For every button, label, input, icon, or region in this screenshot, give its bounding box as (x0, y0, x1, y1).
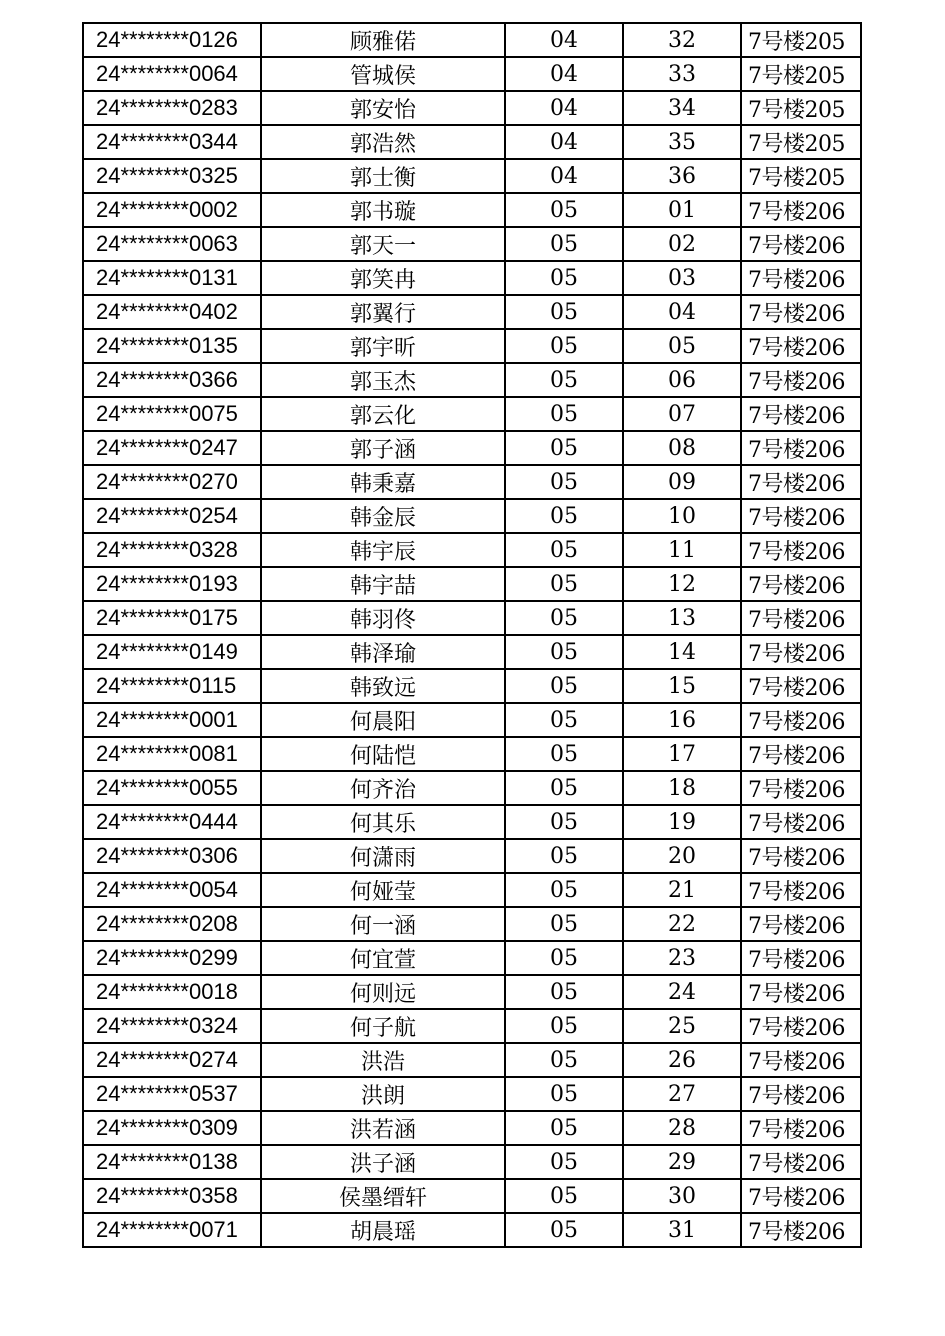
table-row (83, 499, 861, 533)
student-name-cell: 郭笑冉 (261, 261, 505, 295)
exam-id-cell: 24********0018 (83, 975, 261, 1009)
class-number-cell: 05 (505, 907, 623, 941)
exam-id-cell: 24********0138 (83, 1145, 261, 1179)
student-name-cell: 郭浩然 (261, 125, 505, 159)
seat-number-cell: 03 (623, 261, 741, 295)
class-number-cell: 05 (505, 703, 623, 737)
exam-room-cell: 7号楼205 (741, 57, 861, 91)
exam-id-cell: 24********0325 (83, 159, 261, 193)
table-row (83, 363, 861, 397)
table-row (83, 329, 861, 363)
table-row (83, 635, 861, 669)
class-number-cell: 05 (505, 1213, 623, 1247)
exam-id-cell: 24********0115 (83, 669, 261, 703)
table-row (83, 1213, 861, 1247)
student-name-cell: 洪朗 (261, 1077, 505, 1111)
student-name-cell: 侯墨缙轩 (261, 1179, 505, 1213)
exam-id-cell: 24********0270 (83, 465, 261, 499)
table-row (83, 703, 861, 737)
exam-room-cell: 7号楼206 (741, 635, 861, 669)
table-row (83, 193, 861, 227)
class-number-cell: 05 (505, 1043, 623, 1077)
exam-room-cell: 7号楼206 (741, 1179, 861, 1213)
seat-number-cell: 21 (623, 873, 741, 907)
exam-room-cell: 7号楼206 (741, 567, 861, 601)
exam-id-cell: 24********0247 (83, 431, 261, 465)
table-row (83, 805, 861, 839)
exam-room-cell: 7号楼205 (741, 23, 861, 57)
class-number-cell: 05 (505, 975, 623, 1009)
table-row (83, 57, 861, 91)
exam-room-cell: 7号楼205 (741, 159, 861, 193)
table-row (83, 23, 861, 57)
exam-id-cell: 24********0064 (83, 57, 261, 91)
class-number-cell: 05 (505, 431, 623, 465)
seat-number-cell: 16 (623, 703, 741, 737)
table-row (83, 533, 861, 567)
student-name-cell: 郭玉杰 (261, 363, 505, 397)
student-name-cell: 何潇雨 (261, 839, 505, 873)
exam-room-cell: 7号楼206 (741, 533, 861, 567)
class-number-cell: 05 (505, 1145, 623, 1179)
seat-number-cell: 17 (623, 737, 741, 771)
exam-id-cell: 24********0402 (83, 295, 261, 329)
student-name-cell: 何齐治 (261, 771, 505, 805)
student-name-cell: 韩羽佟 (261, 601, 505, 635)
exam-room-cell: 7号楼205 (741, 91, 861, 125)
class-number-cell: 05 (505, 601, 623, 635)
exam-id-cell: 24********0126 (83, 23, 261, 57)
seat-number-cell: 26 (623, 1043, 741, 1077)
student-name-cell: 何一涵 (261, 907, 505, 941)
table-row (83, 567, 861, 601)
class-number-cell: 05 (505, 397, 623, 431)
student-name-cell: 管城侯 (261, 57, 505, 91)
exam-id-cell: 24********0002 (83, 193, 261, 227)
student-name-cell: 洪子涵 (261, 1145, 505, 1179)
seat-number-cell: 22 (623, 907, 741, 941)
student-name-cell: 洪若涵 (261, 1111, 505, 1145)
class-number-cell: 05 (505, 635, 623, 669)
table-row (83, 1009, 861, 1043)
seat-number-cell: 24 (623, 975, 741, 1009)
student-name-cell: 郭子涵 (261, 431, 505, 465)
exam-room-cell: 7号楼206 (741, 873, 861, 907)
class-number-cell: 05 (505, 329, 623, 363)
seat-number-cell: 32 (623, 23, 741, 57)
table-row (83, 431, 861, 465)
exam-id-cell: 24********0075 (83, 397, 261, 431)
exam-room-cell: 7号楼206 (741, 1077, 861, 1111)
exam-id-cell: 24********0444 (83, 805, 261, 839)
seating-table (82, 22, 862, 1248)
exam-room-cell: 7号楼206 (741, 261, 861, 295)
seat-number-cell: 12 (623, 567, 741, 601)
seat-number-cell: 20 (623, 839, 741, 873)
student-name-cell: 郭天一 (261, 227, 505, 261)
student-name-cell: 胡晨瑶 (261, 1213, 505, 1247)
class-number-cell: 04 (505, 91, 623, 125)
class-number-cell: 05 (505, 839, 623, 873)
exam-id-cell: 24********0299 (83, 941, 261, 975)
table-row (83, 1145, 861, 1179)
table-row (83, 91, 861, 125)
student-name-cell: 何娅莹 (261, 873, 505, 907)
exam-id-cell: 24********0055 (83, 771, 261, 805)
exam-room-cell: 7号楼206 (741, 227, 861, 261)
table-row (83, 975, 861, 1009)
student-name-cell: 郭书璇 (261, 193, 505, 227)
seat-number-cell: 08 (623, 431, 741, 465)
seat-number-cell: 33 (623, 57, 741, 91)
exam-room-cell: 7号楼205 (741, 125, 861, 159)
table-row (83, 465, 861, 499)
exam-room-cell: 7号楼206 (741, 771, 861, 805)
seat-number-cell: 36 (623, 159, 741, 193)
class-number-cell: 05 (505, 465, 623, 499)
table-row (83, 771, 861, 805)
exam-id-cell: 24********0283 (83, 91, 261, 125)
exam-room-cell: 7号楼206 (741, 975, 861, 1009)
table-row (83, 227, 861, 261)
class-number-cell: 05 (505, 567, 623, 601)
student-name-cell: 郭云化 (261, 397, 505, 431)
exam-room-cell: 7号楼206 (741, 329, 861, 363)
exam-id-cell: 24********0254 (83, 499, 261, 533)
exam-id-cell: 24********0054 (83, 873, 261, 907)
exam-id-cell: 24********0324 (83, 1009, 261, 1043)
seat-number-cell: 18 (623, 771, 741, 805)
seat-number-cell: 07 (623, 397, 741, 431)
exam-room-cell: 7号楼206 (741, 907, 861, 941)
student-name-cell: 何则远 (261, 975, 505, 1009)
seat-number-cell: 14 (623, 635, 741, 669)
exam-room-cell: 7号楼206 (741, 397, 861, 431)
exam-id-cell: 24********0358 (83, 1179, 261, 1213)
class-number-cell: 05 (505, 533, 623, 567)
exam-id-cell: 24********0537 (83, 1077, 261, 1111)
seat-number-cell: 09 (623, 465, 741, 499)
table-row (83, 907, 861, 941)
seat-number-cell: 19 (623, 805, 741, 839)
student-name-cell: 郭翼行 (261, 295, 505, 329)
exam-room-cell: 7号楼206 (741, 363, 861, 397)
exam-room-cell: 7号楼206 (741, 601, 861, 635)
class-number-cell: 05 (505, 1009, 623, 1043)
student-name-cell: 何陆恺 (261, 737, 505, 771)
seat-number-cell: 10 (623, 499, 741, 533)
seat-number-cell: 35 (623, 125, 741, 159)
student-name-cell: 顾雅偌 (261, 23, 505, 57)
table-row (83, 295, 861, 329)
table-row (83, 601, 861, 635)
student-name-cell: 郭士衡 (261, 159, 505, 193)
seat-number-cell: 02 (623, 227, 741, 261)
exam-id-cell: 24********0344 (83, 125, 261, 159)
seat-number-cell: 05 (623, 329, 741, 363)
seat-number-cell: 29 (623, 1145, 741, 1179)
exam-room-cell: 7号楼206 (741, 465, 861, 499)
exam-room-cell: 7号楼206 (741, 1043, 861, 1077)
class-number-cell: 05 (505, 669, 623, 703)
class-number-cell: 05 (505, 941, 623, 975)
class-number-cell: 04 (505, 159, 623, 193)
exam-id-cell: 24********0306 (83, 839, 261, 873)
student-name-cell: 洪浩 (261, 1043, 505, 1077)
seat-number-cell: 04 (623, 295, 741, 329)
class-number-cell: 05 (505, 1111, 623, 1145)
seat-number-cell: 13 (623, 601, 741, 635)
exam-id-cell: 24********0149 (83, 635, 261, 669)
exam-id-cell: 24********0309 (83, 1111, 261, 1145)
student-name-cell: 韩秉嘉 (261, 465, 505, 499)
seat-number-cell: 01 (623, 193, 741, 227)
class-number-cell: 05 (505, 295, 623, 329)
table-row (83, 941, 861, 975)
exam-id-cell: 24********0328 (83, 533, 261, 567)
student-name-cell: 何其乐 (261, 805, 505, 839)
exam-id-cell: 24********0274 (83, 1043, 261, 1077)
student-name-cell: 何宜萱 (261, 941, 505, 975)
class-number-cell: 05 (505, 499, 623, 533)
exam-room-cell: 7号楼206 (741, 805, 861, 839)
exam-room-cell: 7号楼206 (741, 431, 861, 465)
class-number-cell: 05 (505, 261, 623, 295)
class-number-cell: 05 (505, 227, 623, 261)
exam-id-cell: 24********0071 (83, 1213, 261, 1247)
exam-room-cell: 7号楼206 (741, 703, 861, 737)
table-row (83, 1111, 861, 1145)
seat-number-cell: 30 (623, 1179, 741, 1213)
exam-room-cell: 7号楼206 (741, 1145, 861, 1179)
class-number-cell: 04 (505, 23, 623, 57)
table-row (83, 1179, 861, 1213)
exam-room-cell: 7号楼206 (741, 669, 861, 703)
exam-room-cell: 7号楼206 (741, 295, 861, 329)
student-name-cell: 郭宇昕 (261, 329, 505, 363)
class-number-cell: 05 (505, 873, 623, 907)
exam-id-cell: 24********0193 (83, 567, 261, 601)
seat-number-cell: 34 (623, 91, 741, 125)
seat-number-cell: 11 (623, 533, 741, 567)
exam-room-cell: 7号楼206 (741, 839, 861, 873)
exam-id-cell: 24********0175 (83, 601, 261, 635)
class-number-cell: 05 (505, 771, 623, 805)
class-number-cell: 04 (505, 57, 623, 91)
student-name-cell: 何子航 (261, 1009, 505, 1043)
exam-room-cell: 7号楼206 (741, 193, 861, 227)
table-row (83, 873, 861, 907)
exam-room-cell: 7号楼206 (741, 1111, 861, 1145)
seat-number-cell: 31 (623, 1213, 741, 1247)
student-name-cell: 何晨阳 (261, 703, 505, 737)
exam-id-cell: 24********0001 (83, 703, 261, 737)
seat-number-cell: 15 (623, 669, 741, 703)
table-row (83, 669, 861, 703)
table-row (83, 261, 861, 295)
exam-room-cell: 7号楼206 (741, 941, 861, 975)
class-number-cell: 05 (505, 1077, 623, 1111)
table-row (83, 1043, 861, 1077)
class-number-cell: 04 (505, 125, 623, 159)
seat-number-cell: 25 (623, 1009, 741, 1043)
exam-room-cell: 7号楼206 (741, 737, 861, 771)
table-row (83, 397, 861, 431)
exam-room-cell: 7号楼206 (741, 499, 861, 533)
seat-number-cell: 06 (623, 363, 741, 397)
seating-table-body (83, 23, 861, 1247)
exam-id-cell: 24********0208 (83, 907, 261, 941)
class-number-cell: 05 (505, 1179, 623, 1213)
table-row (83, 1077, 861, 1111)
student-name-cell: 韩致远 (261, 669, 505, 703)
student-name-cell: 韩宇辰 (261, 533, 505, 567)
class-number-cell: 05 (505, 363, 623, 397)
exam-id-cell: 24********0135 (83, 329, 261, 363)
student-name-cell: 韩金辰 (261, 499, 505, 533)
exam-id-cell: 24********0081 (83, 737, 261, 771)
exam-id-cell: 24********0131 (83, 261, 261, 295)
seat-number-cell: 28 (623, 1111, 741, 1145)
seat-number-cell: 23 (623, 941, 741, 975)
table-row (83, 159, 861, 193)
table-row (83, 125, 861, 159)
student-name-cell: 韩泽瑜 (261, 635, 505, 669)
seat-number-cell: 27 (623, 1077, 741, 1111)
student-name-cell: 郭安怡 (261, 91, 505, 125)
exam-room-cell: 7号楼206 (741, 1213, 861, 1247)
table-row (83, 839, 861, 873)
exam-id-cell: 24********0366 (83, 363, 261, 397)
table-row (83, 737, 861, 771)
student-name-cell: 韩宇喆 (261, 567, 505, 601)
class-number-cell: 05 (505, 193, 623, 227)
class-number-cell: 05 (505, 805, 623, 839)
class-number-cell: 05 (505, 737, 623, 771)
exam-room-cell: 7号楼206 (741, 1009, 861, 1043)
exam-id-cell: 24********0063 (83, 227, 261, 261)
